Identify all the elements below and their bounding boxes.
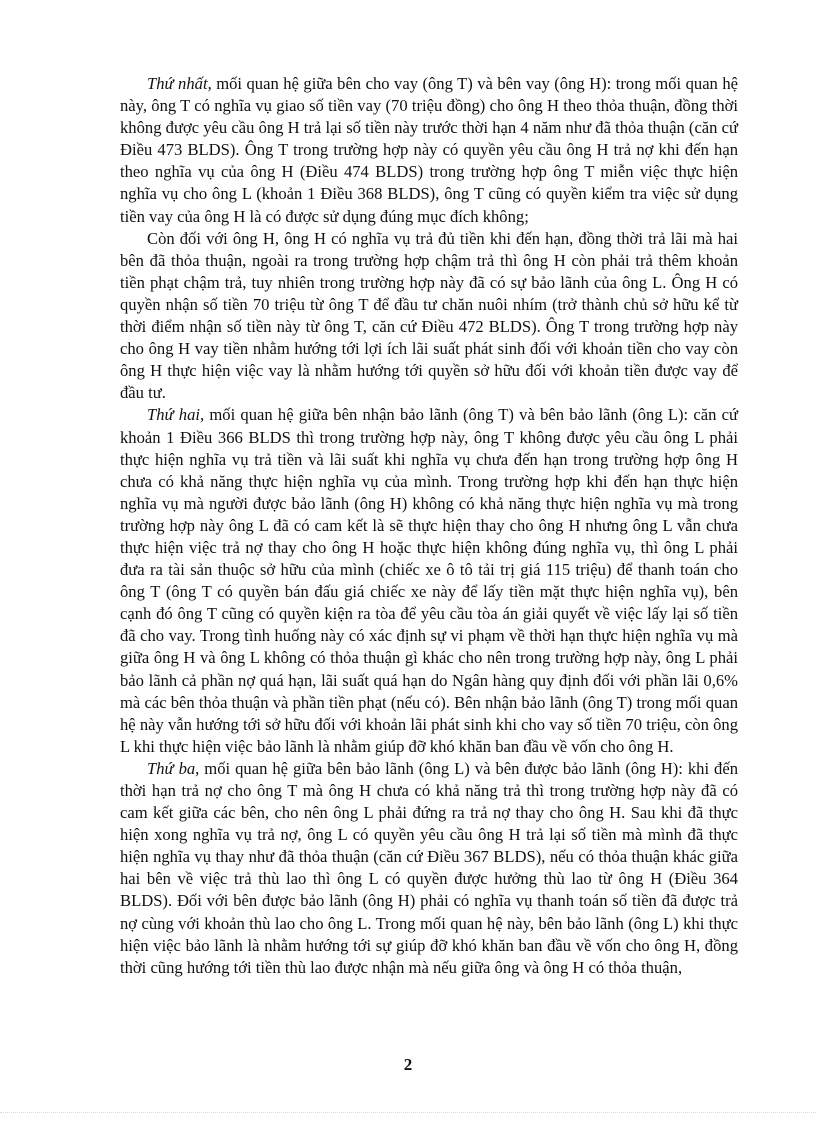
body-text	[120, 73, 738, 979]
paragraph-text: mối quan hệ giữa bên nhận bảo lãnh (ông T) và bên bảo lãnh (ông L): căn cứ khoản 1 Điều 366 BLDS thì trong trường hợp này, ông T không được yêu cầu ông L phải thực hiện nghĩa vụ trả tiền và lãi suất khi nghĩa vụ chưa đến hạn trong trường hợp ông H chưa có khả năng thực hiện nghĩa vụ của mình. Trong trường hợp khi đến hạn thực hiện nghĩa vụ mà người được bảo lãnh (ông H) không có khả năng thực hiện nghĩa vụ mà trong trường hợp này ông L đã có cam kết là sẽ thực hiện thay cho ông H nhưng ông L vẫn chưa thực hiện việc trả nợ thay cho ông H hoặc thực hiện không đúng nghĩa vụ, thì ông L phải đưa ra tài sản thuộc sở hữu của mình (chiếc xe ô tô tải trị giá 115 triệu) để thanh toán cho ông T (ông T có quyền bán đấu giá chiếc xe này để lấy tiền mặt thực hiện nghĩa vụ), bên cạnh đó ông T cũng có quyền kiện ra tòa để yêu cầu tòa án giải quyết về việc lấy lại số tiền đã cho vay. Trong tình huống này có xác định sự vi phạm về thời hạn thực hiện nghĩa vụ mà giữa ông H và ông L không có thỏa thuận gì khác cho nên trong trường hợp này, ông L phải bảo lãnh cả phần nợ quá hạn, lãi suất quá hạn do Ngân hàng quy định đối với phần lãi 0,6% mà các bên thỏa thuận và phần tiền phạt (nếu có). Bên nhận bảo lãnh (ông T) trong mối quan hệ này vẫn hướng tới sở hữu đối với khoản lãi phát sinh khi cho vay số tiền 70 triệu, còn ông L khi thực hiện việc bảo lãnh là nhằm giúp đỡ khó khăn ban đầu về vốn cho ông H.	[120, 405, 738, 756]
paragraph-first	[120, 73, 738, 228]
paragraph-text: Còn đối với ông H, ông H có nghĩa vụ trả đủ tiền khi đến hạn, đồng thời trả lãi mà hai bên đã thỏa thuận, ngoài ra trong trường hợp chậm trả thì ông H còn phải trả thêm khoản tiền phạt chậm trả, tuy nhiên trong trường hợp này đã có sự bảo lãnh của ông L. Ông H có quyền nhận số tiền 70 triệu từ ông T để đầu tư chăn nuôi nhím (trở thành chủ sở hữu kể từ thời điểm nhận số tiền này từ ông T, căn cứ Điều 472 BLDS). Ông T trong trường hợp này cho ông H vay tiền nhằm hướng tới lợi ích lãi suất phát sinh đối với khoản tiền cho vay còn ông H thực hiện việc vay là nhằm hướng tới quyền sở hữu đối với khoản tiền được vay để đầu tư.	[120, 228, 738, 403]
page-number: 2	[403, 1055, 413, 1074]
paragraph-second	[120, 228, 738, 405]
paragraph-text: mối quan hệ giữa bên cho vay (ông T) và bên vay (ông H): trong mối quan hệ này, ông T có nghĩa vụ giao số tiền vay (70 triệu đồng) cho ông H theo thỏa thuận, đồng thời không được yêu cầu ông H trả lại số tiền này trước thời hạn 4 năm như đã thỏa thuận (căn cứ Điều 473 BLDS). Ông T trong trường hợp này có quyền yêu cầu ông H trả nợ khi đến hạn theo nghĩa vụ của ông H (Điều 474 BLDS) trong trường hợp ông T miễn việc thực hiện nghĩa vụ cho ông L (khoản 1 Điều 368 BLDS), ông T cũng có quyền kiểm tra việc sử dụng tiền vay của ông H là có được sử dụng đúng mục đích không;	[120, 74, 739, 226]
paragraph-lead: Thứ nhất,	[147, 74, 212, 93]
page-edge-divider	[0, 1112, 816, 1113]
paragraph-third	[120, 404, 738, 758]
paragraph-lead: Thứ ba,	[147, 758, 200, 778]
paragraph-fourth	[120, 758, 738, 979]
paragraph-lead: Thứ hai,	[147, 405, 205, 425]
paragraph-text: mối quan hệ giữa bên bảo lãnh (ông L) và bên được bảo lãnh (ông H): khi đến thời hạn trả nợ cho ông T mà ông H chưa có khả năng trả thì trong trường hợp này đã có cam kết giữa các bên, cho nên ông L phải đứng ra trả nợ thay cho ông H. Sau khi đã thực hiện xong nghĩa vụ trả nợ, ông L có quyền yêu cầu ông H trả lại số tiền mà mình đã thực hiện nghĩa vụ thay như đã thỏa thuận (căn cứ Điều 367 BLDS), nếu có thỏa thuận khác giữa hai bên về việc trả thù lao thì ông L có quyền được hưởng thù lao từ ông H (Điều 364 BLDS). Đối với bên được bảo lãnh (ông H) phải có nghĩa vụ thanh toán số tiền đã được trả nợ cùng với khoản thù lao cho ông L. Trong mối quan hệ này, bên bảo lãnh (ông L) khi thực hiện việc bảo lãnh là nhằm hướng tới sự giúp đỡ khó khăn ban đầu về vốn cho ông H, đồng thời cũng hướng tới tiền thù lao được nhận mà nếu giữa ông và ông H có thỏa thuận,	[120, 758, 738, 977]
